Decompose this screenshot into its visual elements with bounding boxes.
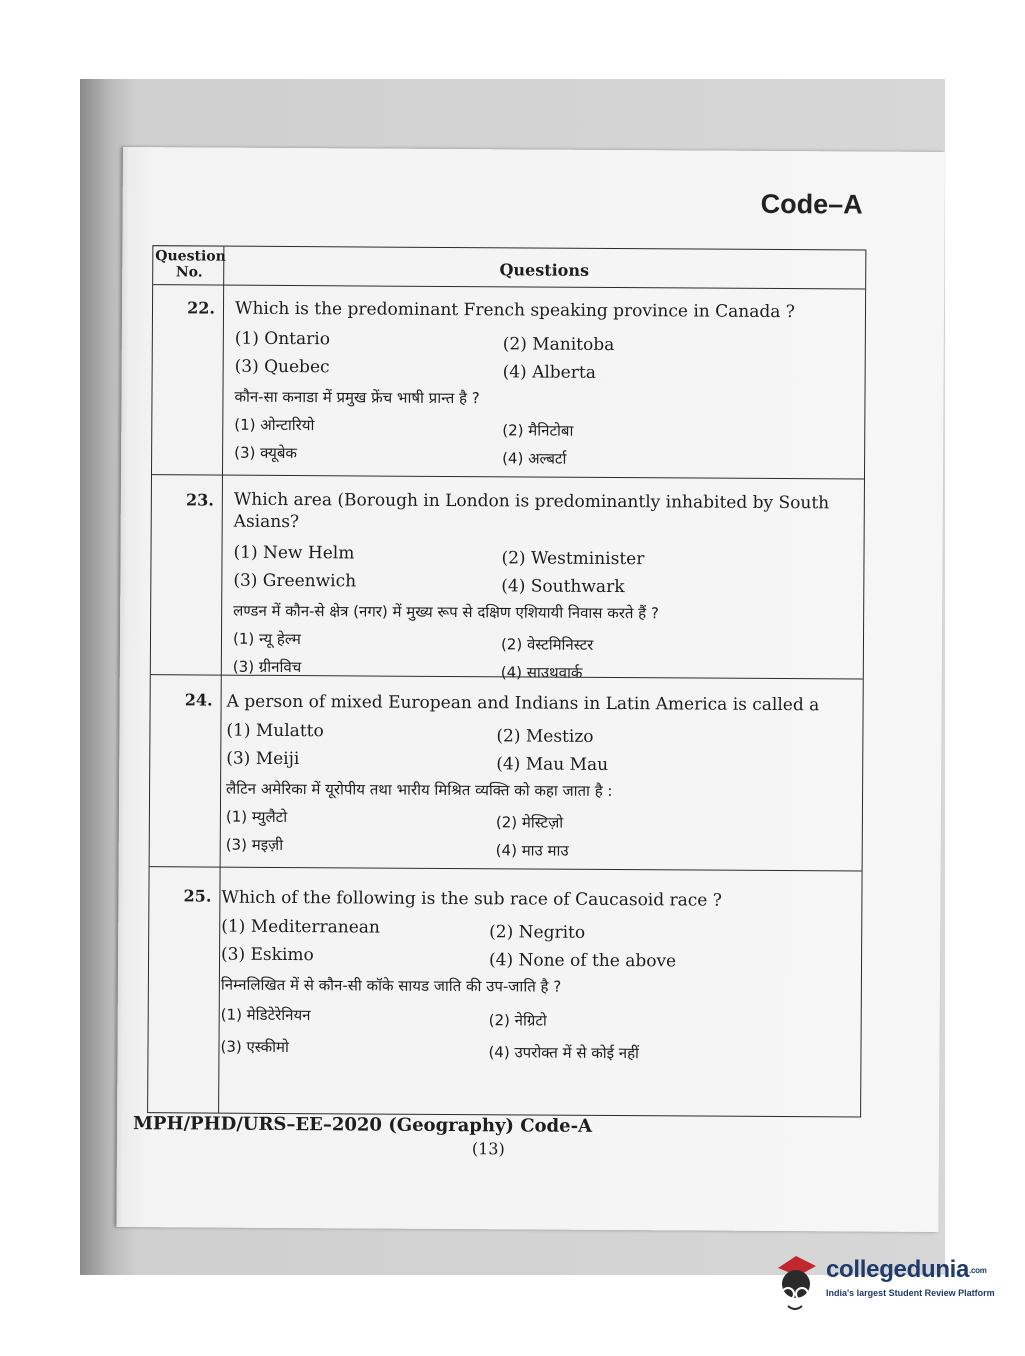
question-text-en: A person of mixed European and Indians in Latin America is called a [226,691,820,716]
header-divider [153,284,865,289]
option-1: (1) Mulatto [226,720,324,742]
option-4-hi: (4) अल्बर्टा [502,449,567,468]
option-3-hi: (3) मइज़ी [225,835,284,854]
option-3: (3) Meiji [226,748,300,770]
column-header-number: Question No. [155,248,226,281]
option-3-hi: (3) ग्रीनविच [232,657,302,677]
option-2-hi: (2) मेस्टिज़ो [495,813,564,832]
row-divider [150,866,862,871]
option-1-hi: (1) म्युलैटो [225,807,288,827]
mascot-icon [768,1250,824,1314]
brand-tagline: India's largest Student Review Platform [826,1288,995,1298]
option-1: (1) Ontario [234,328,331,350]
option-4-hi: (4) साउथवार्क [500,663,583,682]
question-number: 24. [184,690,213,710]
option-2-hi: (2) नेग्रिटो [488,1011,547,1030]
option-2: (2) Manitoba [502,334,615,356]
option-4-hi: (4) उपरोक्त में से कोई नहीं [488,1043,640,1063]
question-number: 23. [185,490,214,510]
option-1-hi: (1) न्यू हेल्म [232,629,301,649]
question-text-en: Which area (Borough in London is predominantly inhabited by South Asians? [233,489,830,533]
collegedunia-logo [768,1250,998,1314]
option-1: (1) Mediterranean [221,916,380,938]
option-3: (3) Eskimo [221,944,314,966]
option-1: (1) New Helm [233,542,355,564]
question-number: 25. [183,886,212,906]
option-2: (2) Westminister [501,548,645,570]
option-3: (3) Greenwich [233,570,357,592]
option-2: (2) Negrito [489,922,586,943]
option-2-hi: (2) मैनिटोबा [502,421,574,440]
option-3: (3) Quebec [234,356,330,378]
question-text-hi: निम्नलिखित में से कौन-सी कॉके सायड जाति की उप-जाति है ? [220,975,562,996]
option-2: (2) Mestizo [496,726,594,747]
option-3-hi: (3) क्यूबेक [234,443,298,463]
column-header-questions: Questions [499,260,590,280]
page-number: (13) [471,1139,505,1159]
option-1-hi: (1) ओन्टारियो [234,415,315,435]
option-3-hi: (3) एस्कीमो [220,1037,289,1057]
question-text-en: Which is the predominant French speaking province in Canada ? [234,298,795,323]
question-number: 22. [187,298,216,318]
option-1-hi: (1) मेडिटेरेनियन [220,1005,311,1025]
question-text-hi: कौन-सा कनाडा में प्रमुख फ्रेंच भाषी प्रान्त है ? [234,387,480,408]
exam-footer: MPH/PHD/URS–EE–2020 (Geography) Code-A [132,1113,593,1137]
option-4: (4) None of the above [488,950,677,972]
brand-name: collegedunia.com [826,1256,987,1283]
option-2-hi: (2) वेस्टमिनिस्टर [500,635,594,654]
option-4: (4) Alberta [502,362,596,383]
question-text-hi: लैटिन अमेरिका में यूरोपीय तथा भारीय मिश्रित व्यक्ति को कहा जाता है : [226,779,613,801]
question-text-en: Which of the following is the sub race of Caucasoid race ? [221,887,722,911]
option-4-hi: (4) माउ माउ [495,841,569,860]
option-4: (4) Southwark [501,576,625,598]
questions-table [147,245,866,1117]
option-4: (4) Mau Mau [496,754,609,775]
exam-page [116,147,945,1232]
paper-code: Code–A [760,188,863,220]
question-text-hi: लण्डन में कौन-से क्षेत्र (नगर) में मुख्य रूप से दक्षिण एशियायी निवास करते हैं ? [233,601,659,623]
row-divider [152,474,864,479]
